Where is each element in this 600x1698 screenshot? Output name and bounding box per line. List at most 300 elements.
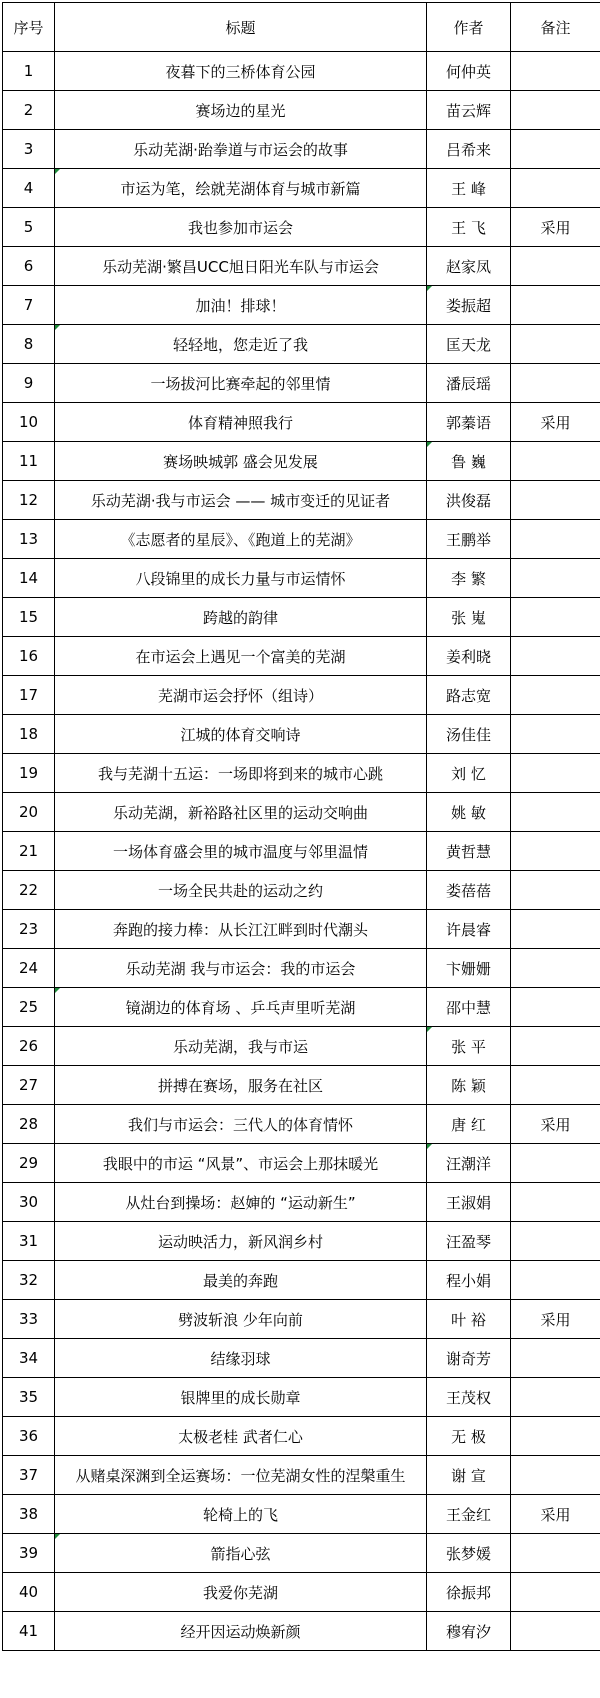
cell-author	[427, 910, 511, 949]
cell-note	[511, 1222, 600, 1261]
cell-index-text: 35	[18, 1388, 39, 1406]
cell-title-text: 加油！排球！	[195, 296, 286, 315]
table-row	[3, 1534, 600, 1573]
cell-author-text: 汪潮洋	[445, 1154, 491, 1173]
cell-comment-marker	[427, 286, 432, 291]
cell-index	[3, 1339, 55, 1378]
table-row	[3, 130, 600, 169]
cell-author-text: 娄蓓蓓	[445, 881, 491, 900]
table-row	[3, 1222, 600, 1261]
cell-index-text: 7	[23, 296, 34, 314]
cell-author	[427, 1066, 511, 1105]
cell-author	[427, 1300, 511, 1339]
cell-title-text: 一场体育盛会里的城市温度与邻里温情	[112, 842, 368, 861]
cell-title-text: 乐动芜湖·繁昌UCC旭日阳光车队与市运会	[102, 257, 379, 276]
cell-index-text: 30	[18, 1193, 39, 1211]
table-row	[3, 208, 600, 247]
cell-index-text: 6	[23, 257, 34, 275]
cell-title-text: 我们与市运会：三代人的体育情怀	[127, 1115, 353, 1134]
cell-note	[511, 910, 600, 949]
cell-index-text: 16	[18, 647, 39, 665]
cell-title	[55, 1417, 427, 1456]
table-row	[3, 1378, 600, 1417]
cell-note	[511, 1300, 600, 1339]
cell-title-text: 在市运会上遇见一个富美的芜湖	[135, 647, 346, 666]
header-title: 标题	[55, 3, 427, 52]
cell-index	[3, 325, 55, 364]
table-row	[3, 52, 600, 91]
cell-author	[427, 403, 511, 442]
cell-title	[55, 715, 427, 754]
cell-index-text: 34	[18, 1349, 39, 1367]
cell-index	[3, 1261, 55, 1300]
cell-author-text: 潘辰瑶	[445, 374, 491, 393]
table-row	[3, 1066, 600, 1105]
cell-note	[511, 481, 600, 520]
cell-author-text: 李 繁	[451, 569, 486, 588]
cell-title-text: 镜湖边的体育场 、乒乓声里听芜湖	[125, 998, 356, 1017]
cell-note	[511, 247, 600, 286]
cell-title-text: 奔跑的接力棒：从长江江畔到时代潮头	[112, 920, 368, 939]
cell-author	[427, 598, 511, 637]
table-row	[3, 1417, 600, 1456]
cell-index-text: 13	[18, 530, 39, 548]
cell-index	[3, 1612, 55, 1651]
cell-index	[3, 1300, 55, 1339]
cell-title-text: 银牌里的成长勋章	[180, 1388, 301, 1407]
cell-title-text: 运动映活力，新风润乡村	[157, 1232, 323, 1251]
cell-author-text: 黄哲慧	[445, 842, 491, 861]
cell-index	[3, 1222, 55, 1261]
cell-index-text: 38	[18, 1505, 39, 1523]
cell-index	[3, 286, 55, 325]
cell-author	[427, 520, 511, 559]
cell-note	[511, 91, 600, 130]
table-row	[3, 1027, 600, 1066]
cell-title	[55, 208, 427, 247]
cell-author-text: 谢 宣	[451, 1466, 486, 1485]
cell-title	[55, 130, 427, 169]
cell-title-text: 轮椅上的飞	[202, 1505, 278, 1524]
cell-author-text: 谢奇芳	[445, 1349, 491, 1368]
cell-index	[3, 949, 55, 988]
cell-title	[55, 1300, 427, 1339]
cell-index	[3, 637, 55, 676]
cell-title-text: 乐动芜湖·我与市运会 —— 城市变迁的见证者	[90, 491, 391, 510]
table-row	[3, 832, 600, 871]
cell-author-text: 郭蓁语	[445, 413, 491, 432]
cell-index	[3, 91, 55, 130]
cell-author-text: 何仲英	[445, 62, 491, 81]
cell-note	[511, 520, 600, 559]
cell-author-text: 张 平	[451, 1037, 486, 1056]
cell-index-text: 32	[18, 1271, 39, 1289]
cell-index	[3, 169, 55, 208]
cell-author-text: 程小娟	[445, 1271, 491, 1290]
cell-index-text: 27	[18, 1076, 39, 1094]
cell-index	[3, 403, 55, 442]
table-row	[3, 949, 600, 988]
cell-note-text: 采用	[540, 218, 571, 237]
cell-title	[55, 403, 427, 442]
table-row	[3, 520, 600, 559]
cell-author	[427, 1495, 511, 1534]
cell-note	[511, 130, 600, 169]
cell-title	[55, 1612, 427, 1651]
cell-title-text: 从赌桌深渊到全运赛场：一位芜湖女性的涅槃重生	[75, 1466, 406, 1485]
cell-title	[55, 1378, 427, 1417]
cell-note	[511, 1066, 600, 1105]
cell-index-text: 1	[23, 62, 34, 80]
cell-author-text: 汤佳佳	[445, 725, 491, 744]
cell-index-text: 19	[18, 764, 39, 782]
header-author: 作者	[427, 3, 511, 52]
cell-title-text: 轻轻地，您走近了我	[172, 335, 308, 354]
table-row	[3, 1300, 600, 1339]
cell-title	[55, 364, 427, 403]
cell-index	[3, 1534, 55, 1573]
cell-title	[55, 520, 427, 559]
header-row	[3, 3, 600, 52]
cell-note	[511, 988, 600, 1027]
table-row	[3, 871, 600, 910]
cell-author-text: 王淑娟	[445, 1193, 491, 1212]
cell-note	[511, 832, 600, 871]
table-row	[3, 598, 600, 637]
cell-author-text: 王茂权	[445, 1388, 491, 1407]
cell-title-text: 我眼中的市运 “风景”、市运会上那抹暖光	[102, 1154, 379, 1173]
cell-title	[55, 1573, 427, 1612]
cell-title-text: 一场拔河比赛牵起的邻里情	[150, 374, 331, 393]
cell-author	[427, 364, 511, 403]
cell-index-text: 41	[18, 1622, 39, 1640]
cell-title	[55, 793, 427, 832]
cell-author-text: 王金红	[445, 1505, 491, 1524]
cell-index	[3, 1573, 55, 1612]
cell-author-text: 娄振超	[445, 296, 491, 315]
cell-author	[427, 793, 511, 832]
cell-author	[427, 286, 511, 325]
cell-note	[511, 1261, 600, 1300]
table-row	[3, 559, 600, 598]
cell-author-text: 穆宥汐	[445, 1622, 491, 1641]
cell-index-text: 25	[18, 998, 39, 1016]
cell-note	[511, 1495, 600, 1534]
cell-author	[427, 715, 511, 754]
cell-title	[55, 988, 427, 1027]
cell-title-text: 我爱你芜湖	[202, 1583, 278, 1602]
table-row	[3, 247, 600, 286]
cell-title-text: 从灶台到操场：赵婶的 “运动新生”	[125, 1193, 356, 1212]
cell-index	[3, 1417, 55, 1456]
cell-note	[511, 1183, 600, 1222]
cell-comment-marker	[55, 325, 60, 330]
table-row	[3, 715, 600, 754]
cell-title-text: 结缘羽球	[210, 1349, 271, 1368]
cell-note	[511, 949, 600, 988]
table-body	[3, 52, 600, 1651]
cell-title	[55, 442, 427, 481]
cell-title	[55, 481, 427, 520]
cell-title	[55, 169, 427, 208]
cell-index-text: 36	[18, 1427, 39, 1445]
cell-author	[427, 637, 511, 676]
cell-title	[55, 247, 427, 286]
cell-author	[427, 949, 511, 988]
cell-index-text: 22	[18, 881, 39, 899]
cell-index-text: 15	[18, 608, 39, 626]
cell-comment-marker	[427, 1027, 432, 1032]
cell-index-text: 31	[18, 1232, 39, 1250]
table-row	[3, 1144, 600, 1183]
cell-title-text: 江城的体育交响诗	[180, 725, 301, 744]
cell-author	[427, 1456, 511, 1495]
cell-index	[3, 1456, 55, 1495]
cell-index-text: 3	[23, 140, 34, 158]
cell-author-text: 姚 敏	[451, 803, 486, 822]
cell-author-text: 张 嵬	[451, 608, 486, 627]
cell-title	[55, 1105, 427, 1144]
table-row	[3, 286, 600, 325]
cell-note	[511, 676, 600, 715]
cell-author-text: 路志宽	[445, 686, 491, 705]
cell-author-text: 姜利晓	[445, 647, 491, 666]
table-row	[3, 325, 600, 364]
cell-title-text: 乐动芜湖 我与市运会：我的市运会	[125, 959, 356, 978]
cell-note	[511, 1027, 600, 1066]
cell-index-text: 10	[18, 413, 39, 431]
cell-comment-marker	[427, 1144, 432, 1149]
cell-author	[427, 1027, 511, 1066]
cell-title-text: 一场全民共赴的运动之约	[157, 881, 323, 900]
cell-title-text: 市运为笔，绘就芜湖体育与城市新篇	[120, 179, 361, 198]
cell-author-text: 叶 裕	[451, 1310, 486, 1329]
cell-author-text: 许晨睿	[445, 920, 491, 939]
cell-title-text: 芜湖市运会抒怀（组诗）	[157, 686, 323, 705]
cell-author	[427, 1573, 511, 1612]
cell-author-text: 无 极	[451, 1427, 486, 1446]
cell-title	[55, 1339, 427, 1378]
cell-note	[511, 637, 600, 676]
cell-title-text: 八段锦里的成长力量与市运情怀	[135, 569, 346, 588]
cell-index-text: 24	[18, 959, 39, 977]
cell-note	[511, 1534, 600, 1573]
table-row	[3, 754, 600, 793]
table-row	[3, 676, 600, 715]
cell-index	[3, 247, 55, 286]
cell-note	[511, 1573, 600, 1612]
cell-title-text: 乐动芜湖，我与市运	[172, 1037, 308, 1056]
cell-note	[511, 286, 600, 325]
cell-title-text: 劈波斩浪 少年向前	[178, 1310, 303, 1329]
cell-author-text: 邵中慧	[445, 998, 491, 1017]
cell-author	[427, 1261, 511, 1300]
cell-comment-marker	[55, 169, 60, 174]
cell-title	[55, 598, 427, 637]
cell-author	[427, 988, 511, 1027]
cell-title	[55, 949, 427, 988]
cell-title	[55, 910, 427, 949]
table-row	[3, 637, 600, 676]
cell-author-text: 汪盈琴	[445, 1232, 491, 1251]
cell-author	[427, 52, 511, 91]
cell-index	[3, 364, 55, 403]
cell-title	[55, 1534, 427, 1573]
cell-note	[511, 403, 600, 442]
header-note: 备注	[511, 3, 600, 52]
cell-note	[511, 1612, 600, 1651]
cell-author	[427, 169, 511, 208]
cell-index	[3, 130, 55, 169]
cell-author	[427, 1105, 511, 1144]
table-row	[3, 1339, 600, 1378]
cell-note	[511, 1417, 600, 1456]
cell-note	[511, 1144, 600, 1183]
cell-title-text: 体育精神照我行	[187, 413, 293, 432]
cell-index	[3, 598, 55, 637]
cell-index-text: 17	[18, 686, 39, 704]
cell-note-text: 采用	[540, 1115, 571, 1134]
table-row	[3, 1183, 600, 1222]
cell-author-text: 赵家凤	[445, 257, 491, 276]
cell-note	[511, 442, 600, 481]
cell-index-text: 4	[23, 179, 34, 197]
table-row	[3, 442, 600, 481]
cell-index	[3, 676, 55, 715]
cell-author	[427, 559, 511, 598]
cell-author	[427, 1417, 511, 1456]
cell-index-text: 21	[18, 842, 39, 860]
cell-index	[3, 208, 55, 247]
cell-author	[427, 208, 511, 247]
cell-index	[3, 1495, 55, 1534]
cell-note-text: 采用	[540, 1310, 571, 1329]
cell-index-text: 40	[18, 1583, 39, 1601]
cell-comment-marker	[55, 1534, 60, 1539]
cell-index-text: 18	[18, 725, 39, 743]
cell-author-text: 王鹏举	[445, 530, 491, 549]
cell-author	[427, 1534, 511, 1573]
cell-author	[427, 832, 511, 871]
cell-index	[3, 832, 55, 871]
table-row	[3, 1456, 600, 1495]
cell-title-text: 我也参加市运会	[187, 218, 293, 237]
cell-note	[511, 208, 600, 247]
cell-author	[427, 1222, 511, 1261]
cell-title	[55, 1144, 427, 1183]
table-row	[3, 481, 600, 520]
cell-title-text: 经开因运动焕新颜	[180, 1622, 301, 1641]
cell-title	[55, 637, 427, 676]
cell-author-text: 陈 颖	[451, 1076, 486, 1095]
cell-index	[3, 1378, 55, 1417]
cell-title-text: 《志愿者的星辰》、《跑道上的芜湖》	[120, 530, 361, 549]
cell-title-text: 夜暮下的三桥体育公园	[165, 62, 316, 81]
cell-title	[55, 832, 427, 871]
cell-note	[511, 715, 600, 754]
cell-title	[55, 1066, 427, 1105]
cell-index	[3, 1027, 55, 1066]
cell-note-text: 采用	[540, 1505, 571, 1524]
cell-note	[511, 793, 600, 832]
cell-note	[511, 754, 600, 793]
cell-index	[3, 793, 55, 832]
table-row	[3, 910, 600, 949]
cell-author	[427, 1339, 511, 1378]
cell-index	[3, 559, 55, 598]
cell-comment-marker	[55, 988, 60, 993]
cell-index-text: 9	[23, 374, 34, 392]
cell-author	[427, 1144, 511, 1183]
table-row	[3, 793, 600, 832]
cell-title-text: 跨越的韵律	[202, 608, 278, 627]
header-index: 序号	[3, 3, 55, 52]
cell-index-text: 20	[18, 803, 39, 821]
cell-author-text: 吕希来	[445, 140, 491, 159]
cell-title-text: 赛场边的星光	[195, 101, 286, 120]
cell-author-text: 张梦媛	[445, 1544, 491, 1563]
cell-title	[55, 1183, 427, 1222]
cell-title-text: 乐动芜湖·跆拳道与市运会的故事	[133, 140, 348, 159]
cell-index-text: 26	[18, 1037, 39, 1055]
cell-author	[427, 247, 511, 286]
table-row	[3, 1105, 600, 1144]
cell-title-text: 我与芜湖十五运：一场即将到来的城市心跳	[97, 764, 383, 783]
cell-title-text: 乐动芜湖，新裕路社区里的运动交响曲	[112, 803, 368, 822]
cell-index	[3, 715, 55, 754]
cell-author-text: 苗云辉	[445, 101, 491, 120]
cell-author	[427, 676, 511, 715]
cell-index	[3, 1144, 55, 1183]
cell-index-text: 12	[18, 491, 39, 509]
cell-note	[511, 364, 600, 403]
cell-title-text: 太极老桂 武者仁心	[178, 1427, 303, 1446]
cell-title-text: 最美的奔跑	[202, 1271, 278, 1290]
cell-note-text: 采用	[540, 413, 571, 432]
cell-index-text: 5	[23, 218, 34, 236]
table-row	[3, 91, 600, 130]
cell-author	[427, 442, 511, 481]
table-row	[3, 1573, 600, 1612]
cell-index-text: 33	[18, 1310, 39, 1328]
table-row	[3, 364, 600, 403]
cell-title	[55, 1027, 427, 1066]
cell-author	[427, 325, 511, 364]
cell-title-text: 箭指心弦	[210, 1544, 271, 1563]
cell-index-text: 37	[18, 1466, 39, 1484]
cell-index	[3, 910, 55, 949]
cell-index	[3, 442, 55, 481]
cell-title	[55, 91, 427, 130]
cell-title	[55, 1456, 427, 1495]
cell-author-text: 洪俊磊	[445, 491, 491, 510]
cell-author-text: 王 峰	[451, 179, 486, 198]
cell-author-text: 徐振邦	[445, 1583, 491, 1602]
cell-note	[511, 1339, 600, 1378]
cell-author-text: 鲁 巍	[451, 452, 486, 471]
cell-index-text: 8	[23, 335, 34, 353]
cell-index	[3, 520, 55, 559]
table-row	[3, 403, 600, 442]
cell-note	[511, 1105, 600, 1144]
cell-note	[511, 559, 600, 598]
cell-author-text: 卞姗姗	[445, 959, 491, 978]
cell-title	[55, 754, 427, 793]
table-row	[3, 169, 600, 208]
cell-note	[511, 325, 600, 364]
cell-author	[427, 130, 511, 169]
table-row	[3, 988, 600, 1027]
